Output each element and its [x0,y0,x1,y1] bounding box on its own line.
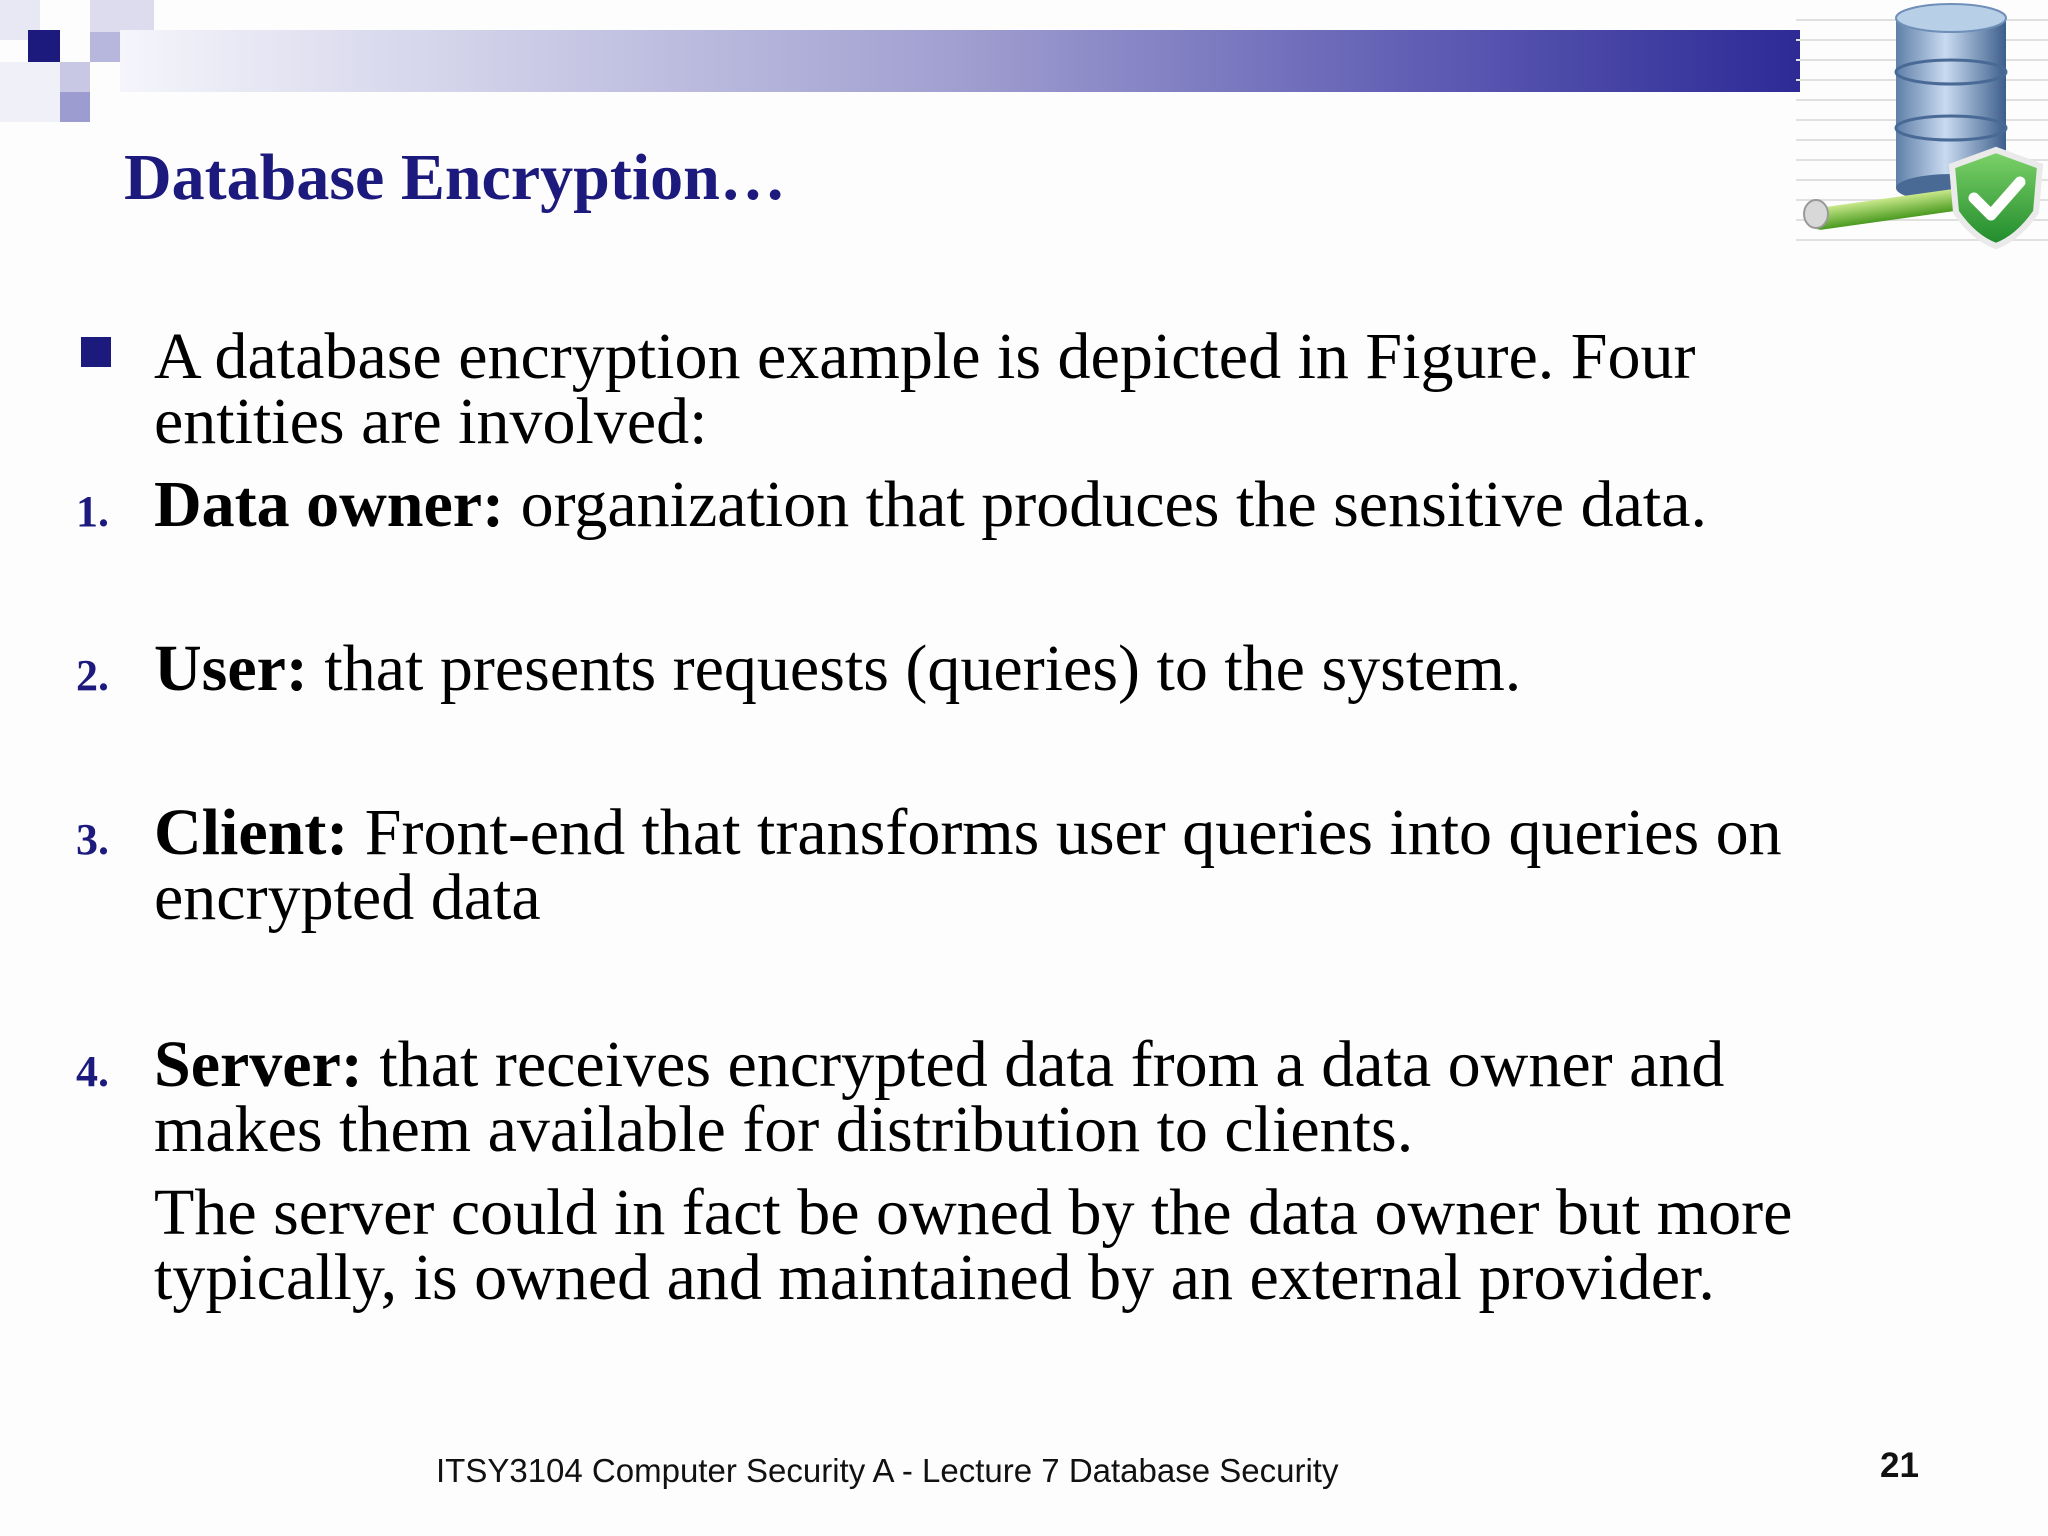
decor-square [90,0,154,32]
list-item-continuation: makes them available for distribution to clients. [154,1093,1414,1166]
list-item [154,1028,1725,1101]
slide-footer: ITSY3104 Computer Security A - Lecture 7 Database Security [436,1452,1339,1489]
list-item-text: Front-end that transforms user queries into queries on [348,796,1782,869]
decor-square [60,62,90,92]
list-number: 3. [76,815,109,864]
list-item-continuation: encrypted data [154,861,541,934]
list-item [154,796,1782,869]
square-bullet-icon [81,337,111,367]
list-number: 1. [76,487,109,536]
decor-square [60,92,90,122]
list-item-term: Client: [154,796,349,869]
note-line: The server could in fact be owned by the data owner but more [154,1176,1793,1249]
list-item-text: that presents requests (queries) to the system. [307,632,1522,705]
intro-line: entities are involved: [154,385,708,458]
header-gradient-bar [120,30,1800,92]
list-item [154,468,1707,541]
slide-title: Database Encryption… [124,141,786,214]
list-item-term: Server: [154,1028,363,1101]
list-item-term: User: [154,632,308,705]
list-item-text: that receives encrypted data from a data owner and [362,1028,1725,1101]
list-number: 4. [76,1047,109,1096]
list-item-text: organization that produces the sensitive data. [504,468,1707,541]
list-item-term: Data owner: [154,468,505,541]
page-number: 21 [1880,1446,1919,1485]
decor-square [90,32,122,62]
list-item [154,632,1522,705]
database-shield-icon [1796,0,2048,250]
list-number: 2. [76,651,109,700]
intro-line: A database encryption example is depicted in Figure. Four [154,320,1696,393]
note-line: typically, is owned and maintained by an external provider. [154,1241,1715,1314]
decor-square [28,30,60,62]
decor-square [0,62,60,122]
